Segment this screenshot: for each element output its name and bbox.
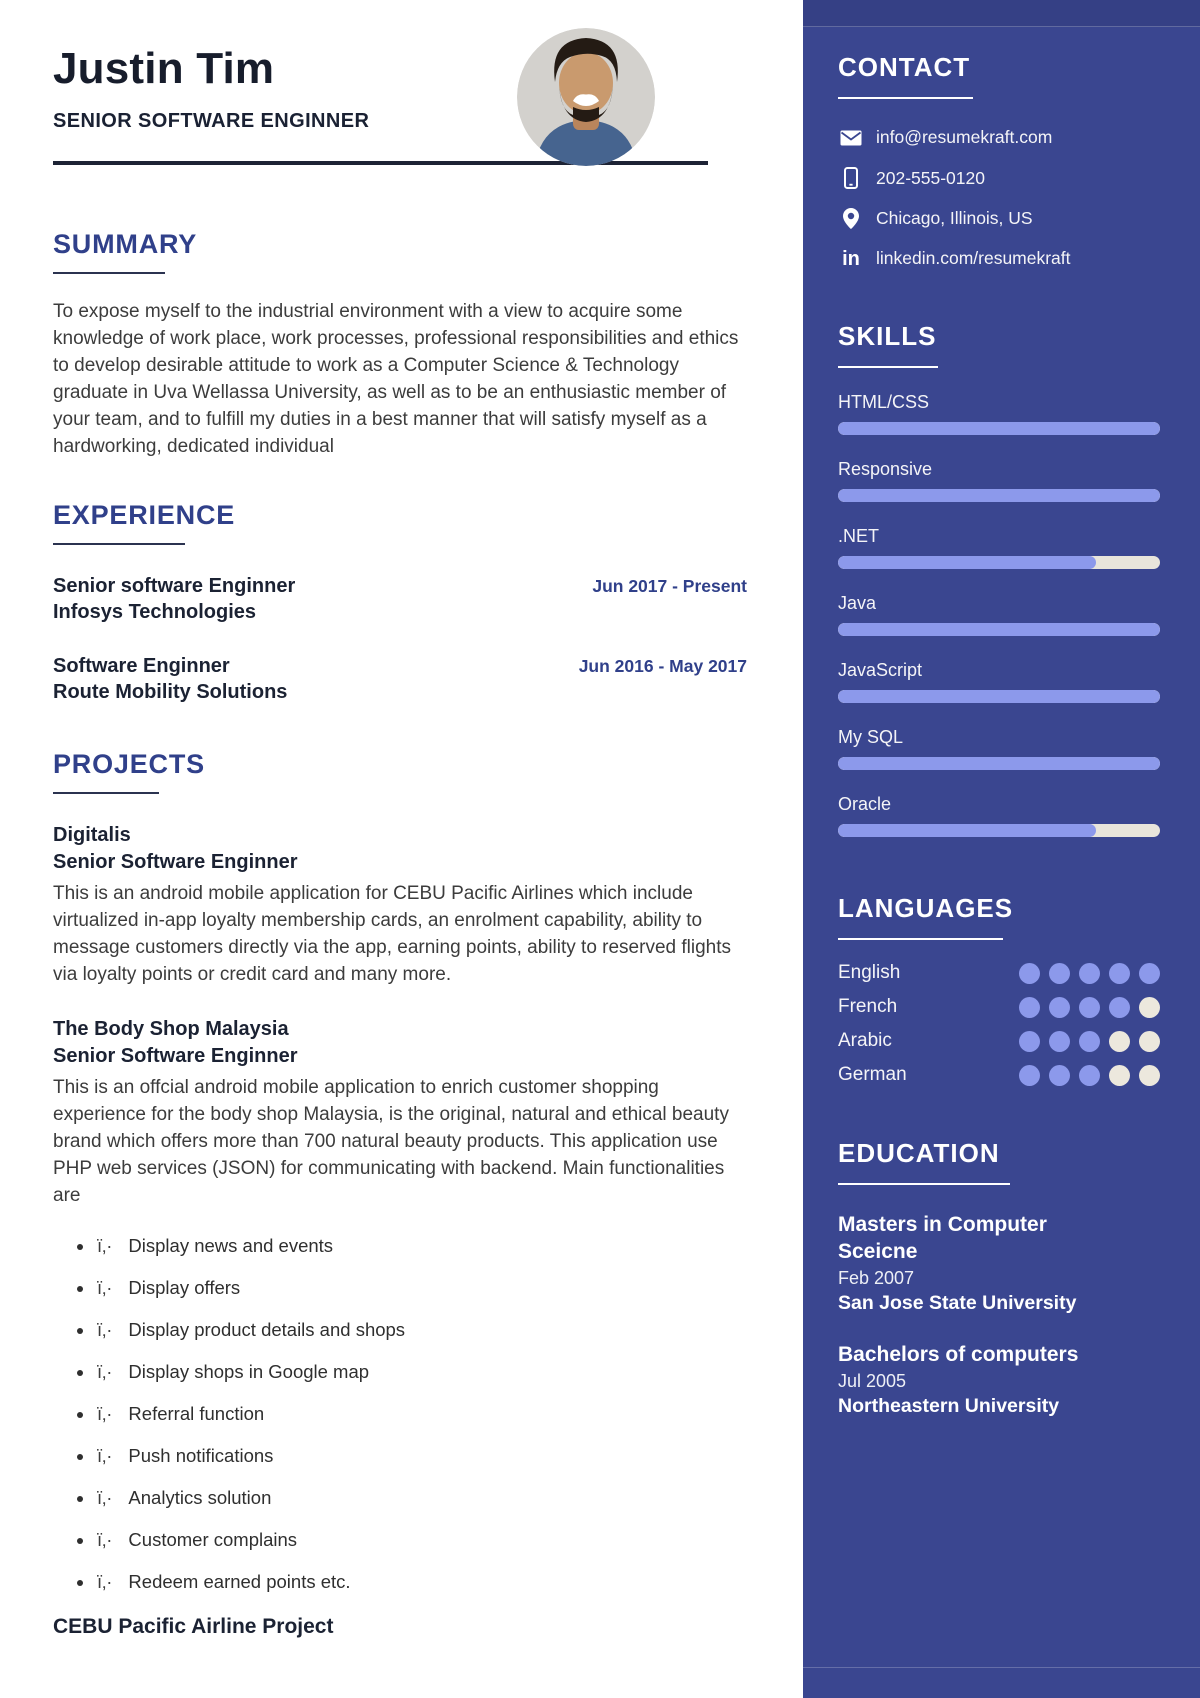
skills-heading: SKILLS (838, 321, 937, 351)
skill-name: HTML/CSS (838, 392, 930, 412)
experience-item (53, 573, 747, 625)
skill-bar (838, 489, 1160, 502)
language-level-dot (1079, 963, 1100, 984)
bullet-glyph: ï‚· (97, 1571, 113, 1592)
person-name: Justin Tim (53, 44, 275, 93)
language-level-dot (1139, 1031, 1160, 1052)
sidebar (803, 0, 1200, 1698)
bullet-glyph: ï‚· (97, 1445, 113, 1466)
contact-email-text: info@resumekraft.com (876, 127, 1053, 147)
language-level-dot (1049, 997, 1070, 1018)
location-icon (838, 208, 864, 229)
summary-heading-underline (53, 272, 165, 274)
education-degree: Masters in Computer Sceicne (838, 1213, 1047, 1263)
list-item: • ï‚· Analytics solution (95, 1487, 747, 1509)
experience-heading: EXPERIENCE (53, 500, 236, 530)
bullet-glyph: ï‚· (97, 1235, 113, 1256)
experience-heading-underline (53, 543, 185, 545)
page-break-line-top (803, 0, 1200, 27)
language-row (838, 1030, 1160, 1052)
language-name: Arabic (838, 1030, 892, 1051)
education-item (838, 1211, 1160, 1315)
skills-heading-underline (838, 366, 938, 368)
language-level-dot (1139, 1065, 1160, 1086)
contact-location-text: Chicago, Illinois, US (876, 208, 1033, 228)
language-level-dot (1109, 1065, 1130, 1086)
education-section (838, 1138, 1160, 1418)
language-level-dot (1139, 997, 1160, 1018)
language-name: French (838, 996, 898, 1017)
list-item: • ï‚· Customer complains (95, 1529, 747, 1551)
skill-bar-fill (838, 422, 1160, 435)
skill-row (838, 526, 1160, 569)
list-item: • ï‚· Display shops in Google map (95, 1361, 747, 1383)
experience-section (53, 500, 747, 705)
skill-bar-fill (838, 757, 1160, 770)
contact-item-email[interactable] (838, 127, 1160, 148)
list-item: • ï‚· Push notifications (95, 1445, 747, 1467)
experience-company: Infosys Technologies (53, 601, 256, 623)
education-heading-underline (838, 1183, 1010, 1185)
skills-section (838, 321, 1160, 837)
language-name: English (838, 962, 901, 983)
education-item (838, 1341, 1160, 1418)
project-role: Senior Software Enginner (53, 1045, 298, 1067)
projects-section (53, 749, 747, 1639)
page-break-line-bottom (803, 1667, 1200, 1668)
project-item (53, 1016, 747, 1209)
skill-bar (838, 690, 1160, 703)
list-item: • ï‚· Referral function (95, 1403, 747, 1425)
skill-name: Responsive (838, 459, 933, 479)
skill-bar-fill (838, 556, 1096, 569)
language-row (838, 996, 1160, 1018)
language-level-dot (1019, 1065, 1040, 1086)
contact-heading-underline (838, 97, 973, 99)
experience-item-left (53, 573, 295, 625)
contact-item-phone[interactable] (838, 167, 1160, 189)
skill-row (838, 392, 1160, 435)
project-role: Senior Software Enginner (53, 851, 298, 873)
skill-bar (838, 422, 1160, 435)
language-level-dot (1049, 1065, 1070, 1086)
language-row (838, 962, 1160, 984)
education-heading: EDUCATION (838, 1138, 1000, 1168)
languages-section (838, 893, 1160, 1086)
project-description: This is an android mobile application for CEBU Pacific Airlines which include virtualized in-app loyalty membership cards, an enrolment capability, ability to message customers directly via the app, earning points, ability to reserved flights via loyalty points or credit card and many more. (53, 883, 731, 985)
education-date: Jul 2005 (838, 1371, 907, 1391)
language-level-dot (1049, 963, 1070, 984)
skill-bar-fill (838, 623, 1160, 636)
project-name: Digitalis (53, 824, 131, 846)
education-date: Feb 2007 (838, 1268, 915, 1288)
phone-icon (838, 167, 864, 189)
skill-bar (838, 824, 1160, 837)
experience-item (53, 653, 747, 705)
language-level-dot (1109, 963, 1130, 984)
email-icon (838, 130, 864, 146)
experience-dates: Jun 2017 - Present (592, 576, 747, 596)
experience-role: Senior software Enginner (53, 575, 296, 597)
education-school: Northeastern University (838, 1395, 1060, 1417)
language-level-dot (1019, 1031, 1040, 1052)
list-item: • ï‚· Redeem earned points etc. (95, 1571, 747, 1593)
experience-company: Route Mobility Solutions (53, 681, 288, 703)
skill-bar-fill (838, 824, 1096, 837)
skill-name: Oracle (838, 794, 892, 814)
language-level-dot (1019, 997, 1040, 1018)
contact-phone-text: 202-555-0120 (876, 167, 985, 188)
list-item: • ï‚· Display news and events (95, 1235, 747, 1257)
list-item: • ï‚· Display offers (95, 1277, 747, 1299)
skill-bar-fill (838, 690, 1160, 703)
projects-heading-underline (53, 792, 159, 794)
skill-row (838, 727, 1160, 770)
contact-list (838, 127, 1160, 269)
profile-photo (517, 28, 655, 166)
contact-item-location[interactable] (838, 208, 1160, 229)
skill-row (838, 459, 1160, 502)
project-description: This is an offcial android mobile application to enrich customer shopping experience for the body shop Malaysia, is the original, natural and ethical beauty brand which offers more than 700 natural beauty products. This application use PHP web services (JSON) for communicating with backend. Main functionalities are (53, 1077, 729, 1206)
language-level-dot (1109, 997, 1130, 1018)
contact-section (838, 52, 1160, 269)
skill-name: JavaScript (838, 660, 923, 680)
bullet-glyph: ï‚· (97, 1277, 113, 1298)
language-level-dots (1019, 1065, 1160, 1086)
language-level-dot (1109, 1031, 1130, 1052)
languages-heading-underline (838, 938, 1003, 940)
contact-item-linkedin[interactable] (838, 248, 1160, 269)
list-item: • ï‚· Display product details and shops (95, 1319, 747, 1341)
skill-name: .NET (838, 526, 880, 546)
language-level-dots (1019, 963, 1160, 984)
bullet-glyph: ï‚· (97, 1529, 113, 1550)
linkedin-icon: in (842, 247, 860, 270)
summary-text: To expose myself to the industrial environment with a view to acquire some knowledge of work place, work processes, professional responsibilities and ethics to develop desirable attitude to work as a Computer Science & Technology graduate in Uva Wellassa University, as well as to be an enthusiastic member of your team, and to fulfill my duties in a best manner that will satisfy myself as a hardworking, dedicated individual (53, 301, 739, 457)
summary-section (53, 229, 747, 460)
project-item (53, 822, 747, 988)
summary-heading: SUMMARY (53, 229, 198, 259)
education-school: San Jose State University (838, 1292, 1077, 1314)
language-rows (838, 962, 1160, 1086)
skill-bar-fill (838, 489, 1160, 502)
contact-heading: CONTACT (838, 52, 971, 82)
skill-name: My SQL (838, 727, 904, 747)
language-level-dot (1019, 963, 1040, 984)
language-level-dots (1019, 997, 1160, 1018)
person-job-title: SENIOR SOFTWARE ENGINNER (53, 110, 370, 132)
profile-photo-illustration (517, 28, 655, 166)
skill-row (838, 660, 1160, 703)
experience-role: Software Enginner (53, 655, 230, 677)
skill-row (838, 794, 1160, 837)
bullet-glyph: ï‚· (97, 1487, 113, 1508)
contact-linkedin-text: linkedin.com/resumekraft (876, 248, 1071, 268)
skill-bar (838, 556, 1160, 569)
bullet-glyph: ï‚· (97, 1361, 113, 1382)
education-degree: Bachelors of computers (838, 1343, 1079, 1366)
skill-row (838, 593, 1160, 636)
language-level-dot (1079, 1031, 1100, 1052)
project-feature-list (53, 1235, 747, 1593)
languages-heading: LANGUAGES (838, 893, 1014, 923)
language-level-dot (1079, 997, 1100, 1018)
bullet-glyph: ï‚· (97, 1319, 113, 1340)
projects-heading: PROJECTS (53, 749, 205, 779)
skill-bar (838, 757, 1160, 770)
language-level-dots (1019, 1031, 1160, 1052)
project-name: The Body Shop Malaysia (53, 1018, 289, 1040)
skill-name: Java (838, 593, 877, 613)
experience-dates: Jun 2016 - May 2017 (578, 656, 747, 676)
project-footer-title: CEBU Pacific Airline Project (53, 1615, 334, 1638)
language-level-dot (1079, 1065, 1100, 1086)
bullet-glyph: ï‚· (97, 1403, 113, 1424)
skill-bar (838, 623, 1160, 636)
language-level-dot (1139, 963, 1160, 984)
language-row (838, 1064, 1160, 1086)
language-level-dot (1049, 1031, 1070, 1052)
experience-item-left (53, 653, 287, 705)
language-name: German (838, 1064, 907, 1085)
main-column (53, 0, 747, 1639)
